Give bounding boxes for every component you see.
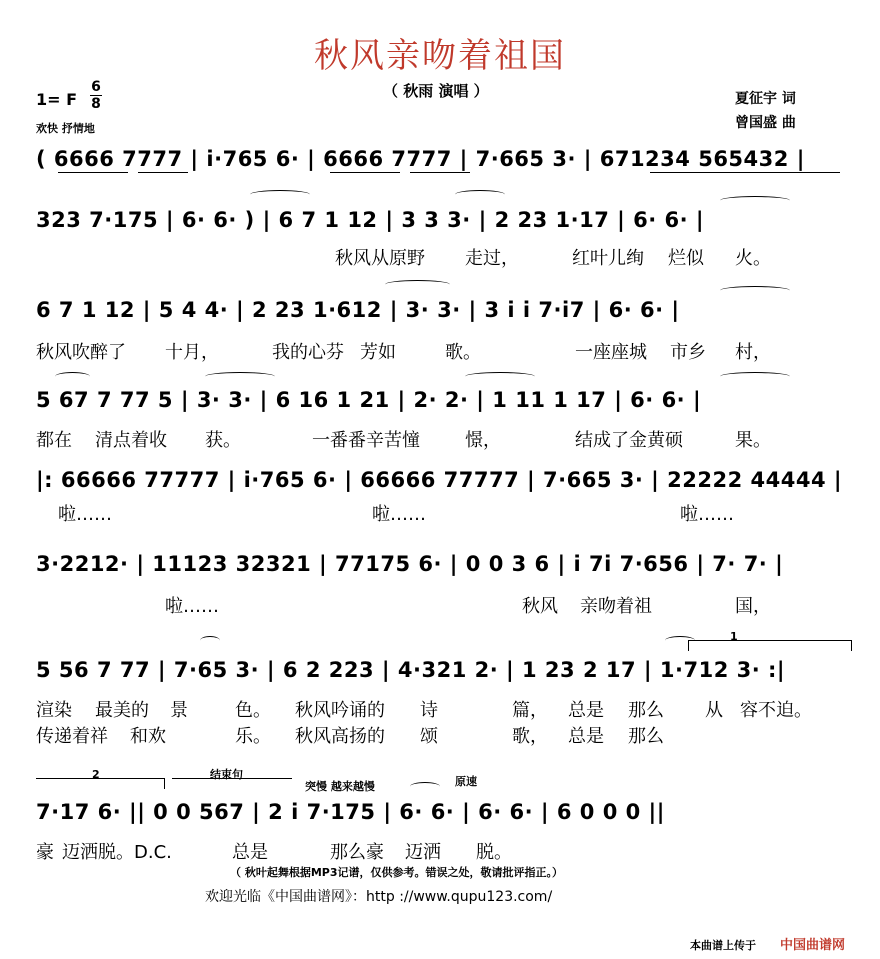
beam	[650, 172, 840, 173]
lyric: 市乡	[670, 342, 706, 363]
volta-number-1: 1	[730, 630, 738, 643]
lyric: 总是	[232, 842, 268, 863]
notation-line-7: 5 56 7 77 | 7·65 3· | 6 2 223 | 4·321 2· | 1 23 2 17 | 1·712 3· :|	[36, 658, 786, 682]
lyric: 篇，	[512, 700, 548, 721]
lyric: 都在	[36, 430, 72, 451]
page-title: 秋风亲吻着祖国	[314, 36, 566, 76]
transcription-note: （ 秋叶起舞根据MP3记谱，仅供参考。错误之处，敬请批评指正。）	[230, 866, 563, 879]
volta-bracket-2	[36, 778, 165, 789]
lyric: 啦……	[165, 596, 219, 617]
lyric: 渲染	[36, 700, 72, 721]
lyrics-line-6	[0, 592, 880, 616]
lyric: 从	[705, 700, 723, 721]
lyrics-line-8	[0, 838, 880, 862]
lyric: 秋风高扬的	[295, 726, 385, 747]
lyric: 和欢	[130, 726, 166, 747]
lyric: 一座座城	[575, 342, 647, 363]
lyric: 脱。	[476, 842, 512, 863]
slur	[720, 286, 790, 295]
lyrics-line-7b	[0, 722, 880, 746]
lyric: 秋风吟诵的	[295, 700, 385, 721]
notation-line-5: |: 66666 77777 | i·765 6· | 66666 77777 | 7·665 3· | 22222 44444 |	[36, 468, 843, 492]
lyric: 色。	[235, 700, 271, 721]
lyric: 结成了金黄硕	[575, 430, 683, 451]
site-welcome: 欢迎光临《中国曲谱网》：http ://www.qupu123.com/	[205, 889, 553, 905]
lyrics-line-3	[0, 338, 880, 362]
lyric: 走过，	[465, 248, 519, 269]
lyric: 总是	[568, 700, 604, 721]
composer: 曾国盛 曲	[735, 115, 796, 131]
volta-number-2: 2	[92, 768, 100, 781]
slur	[55, 372, 90, 381]
notation-line-2: 323 7·175 | 6· 6· ) | 6 7 1 12 | 3 3 3· | 2 23 1·17 | 6· 6· |	[36, 208, 705, 232]
site-logo: 中国曲谱网	[780, 938, 846, 953]
lyric: 歌，	[512, 726, 548, 747]
lyrics-line-7a	[0, 696, 880, 720]
slur	[465, 372, 535, 381]
lyric: 总是	[568, 726, 604, 747]
lyric: 芳如	[360, 342, 396, 363]
lyric: 十月，	[165, 342, 219, 363]
lyric: 亲吻着祖	[580, 596, 652, 617]
slur	[250, 190, 310, 199]
singer-label: （ 秋雨 演唱 ）	[383, 82, 489, 100]
lyric: 清点着收	[95, 430, 167, 451]
slur	[720, 196, 790, 205]
time-signature	[90, 80, 102, 111]
lyric: 容不迫。	[740, 700, 812, 721]
lyric: 歌。	[445, 342, 481, 363]
notation-line-6: 3·2212· | 11123 32321 | 77175 6· | 0 0 3 6 | i 7i 7·656 | 7· 7· |	[36, 552, 784, 576]
slur	[720, 372, 790, 381]
beam	[330, 172, 400, 173]
lyricist: 夏征宇 词	[735, 91, 796, 107]
a-tempo-marking: 原速	[455, 775, 477, 788]
notation-line-3: 6 7 1 12 | 5 4 4· | 2 23 1·612 | 3· 3· | 3 i i 7·i7 | 6· 6· |	[36, 298, 680, 322]
lyric: 获。	[205, 430, 241, 451]
lyric: 景	[170, 700, 188, 721]
lyric: 我的心芬	[272, 342, 344, 363]
lyric: 颂	[420, 726, 438, 747]
lyric: 啦……	[372, 504, 426, 525]
lyric: 那么豪	[330, 842, 384, 863]
beam	[138, 172, 188, 173]
slur	[385, 280, 450, 289]
volta-bracket-1	[688, 640, 852, 651]
time-bottom: 8	[91, 96, 101, 112]
lyric: 乐。	[235, 726, 271, 747]
lyric: 啦……	[680, 504, 734, 525]
lyric: 火。	[735, 248, 771, 269]
lyrics-line-2	[0, 244, 880, 268]
lyric: 秋风吹醉了	[36, 342, 126, 363]
lyric: 那么	[628, 726, 664, 747]
lyric: 那么	[628, 700, 664, 721]
notation-line-4: 5 67 7 77 5 | 3· 3· | 6 16 1 21 | 2· 2· | 1 11 1 17 | 6· 6· |	[36, 388, 702, 412]
lyric: 憬，	[465, 430, 501, 451]
notation-line-1: ( 6666 7777 | i·765 6· | 6666 7777 | 7·665 3· | 671234 565432 |	[36, 147, 805, 171]
lyric: 红叶儿绚	[572, 248, 644, 269]
lyric: 秋风从原野	[335, 248, 425, 269]
lyric: 烂似	[668, 248, 704, 269]
lyric: 果。	[735, 430, 771, 451]
tempo-marking: 欢快 抒情地	[36, 122, 95, 135]
upload-label: 本曲谱上传于	[690, 939, 756, 952]
lyric: 国，	[735, 596, 771, 617]
lyric: 迈洒脱。D.C.	[62, 842, 172, 863]
ending-label: 结束句	[210, 768, 243, 781]
lyric: 啦……	[58, 504, 112, 525]
notation-line-8: 7·17 6· || 0 0 567 | 2 i 7·175 | 6· 6· | 6· 6· | 6 0 0 0 ||	[36, 800, 665, 824]
time-top: 6	[91, 79, 101, 95]
beam	[410, 172, 470, 173]
lyric: 迈洒	[405, 842, 441, 863]
lyrics-line-5	[0, 500, 880, 524]
lyric: 村，	[735, 342, 771, 363]
lyric: 豪	[36, 842, 54, 863]
slur	[200, 636, 220, 645]
slur	[455, 190, 505, 199]
slur	[205, 372, 275, 381]
lyrics-line-4	[0, 426, 880, 450]
lyric: 最美的	[95, 700, 149, 721]
lyric: 一番番辛苦憧	[312, 430, 420, 451]
slow-marking: 突慢 越来越慢	[305, 780, 375, 793]
slur	[410, 782, 440, 791]
key-signature: 1= F	[36, 90, 78, 109]
beam	[58, 172, 128, 173]
lyric: 诗	[420, 700, 438, 721]
lyric: 传递着祥	[36, 726, 108, 747]
lyric: 秋风	[522, 596, 558, 617]
